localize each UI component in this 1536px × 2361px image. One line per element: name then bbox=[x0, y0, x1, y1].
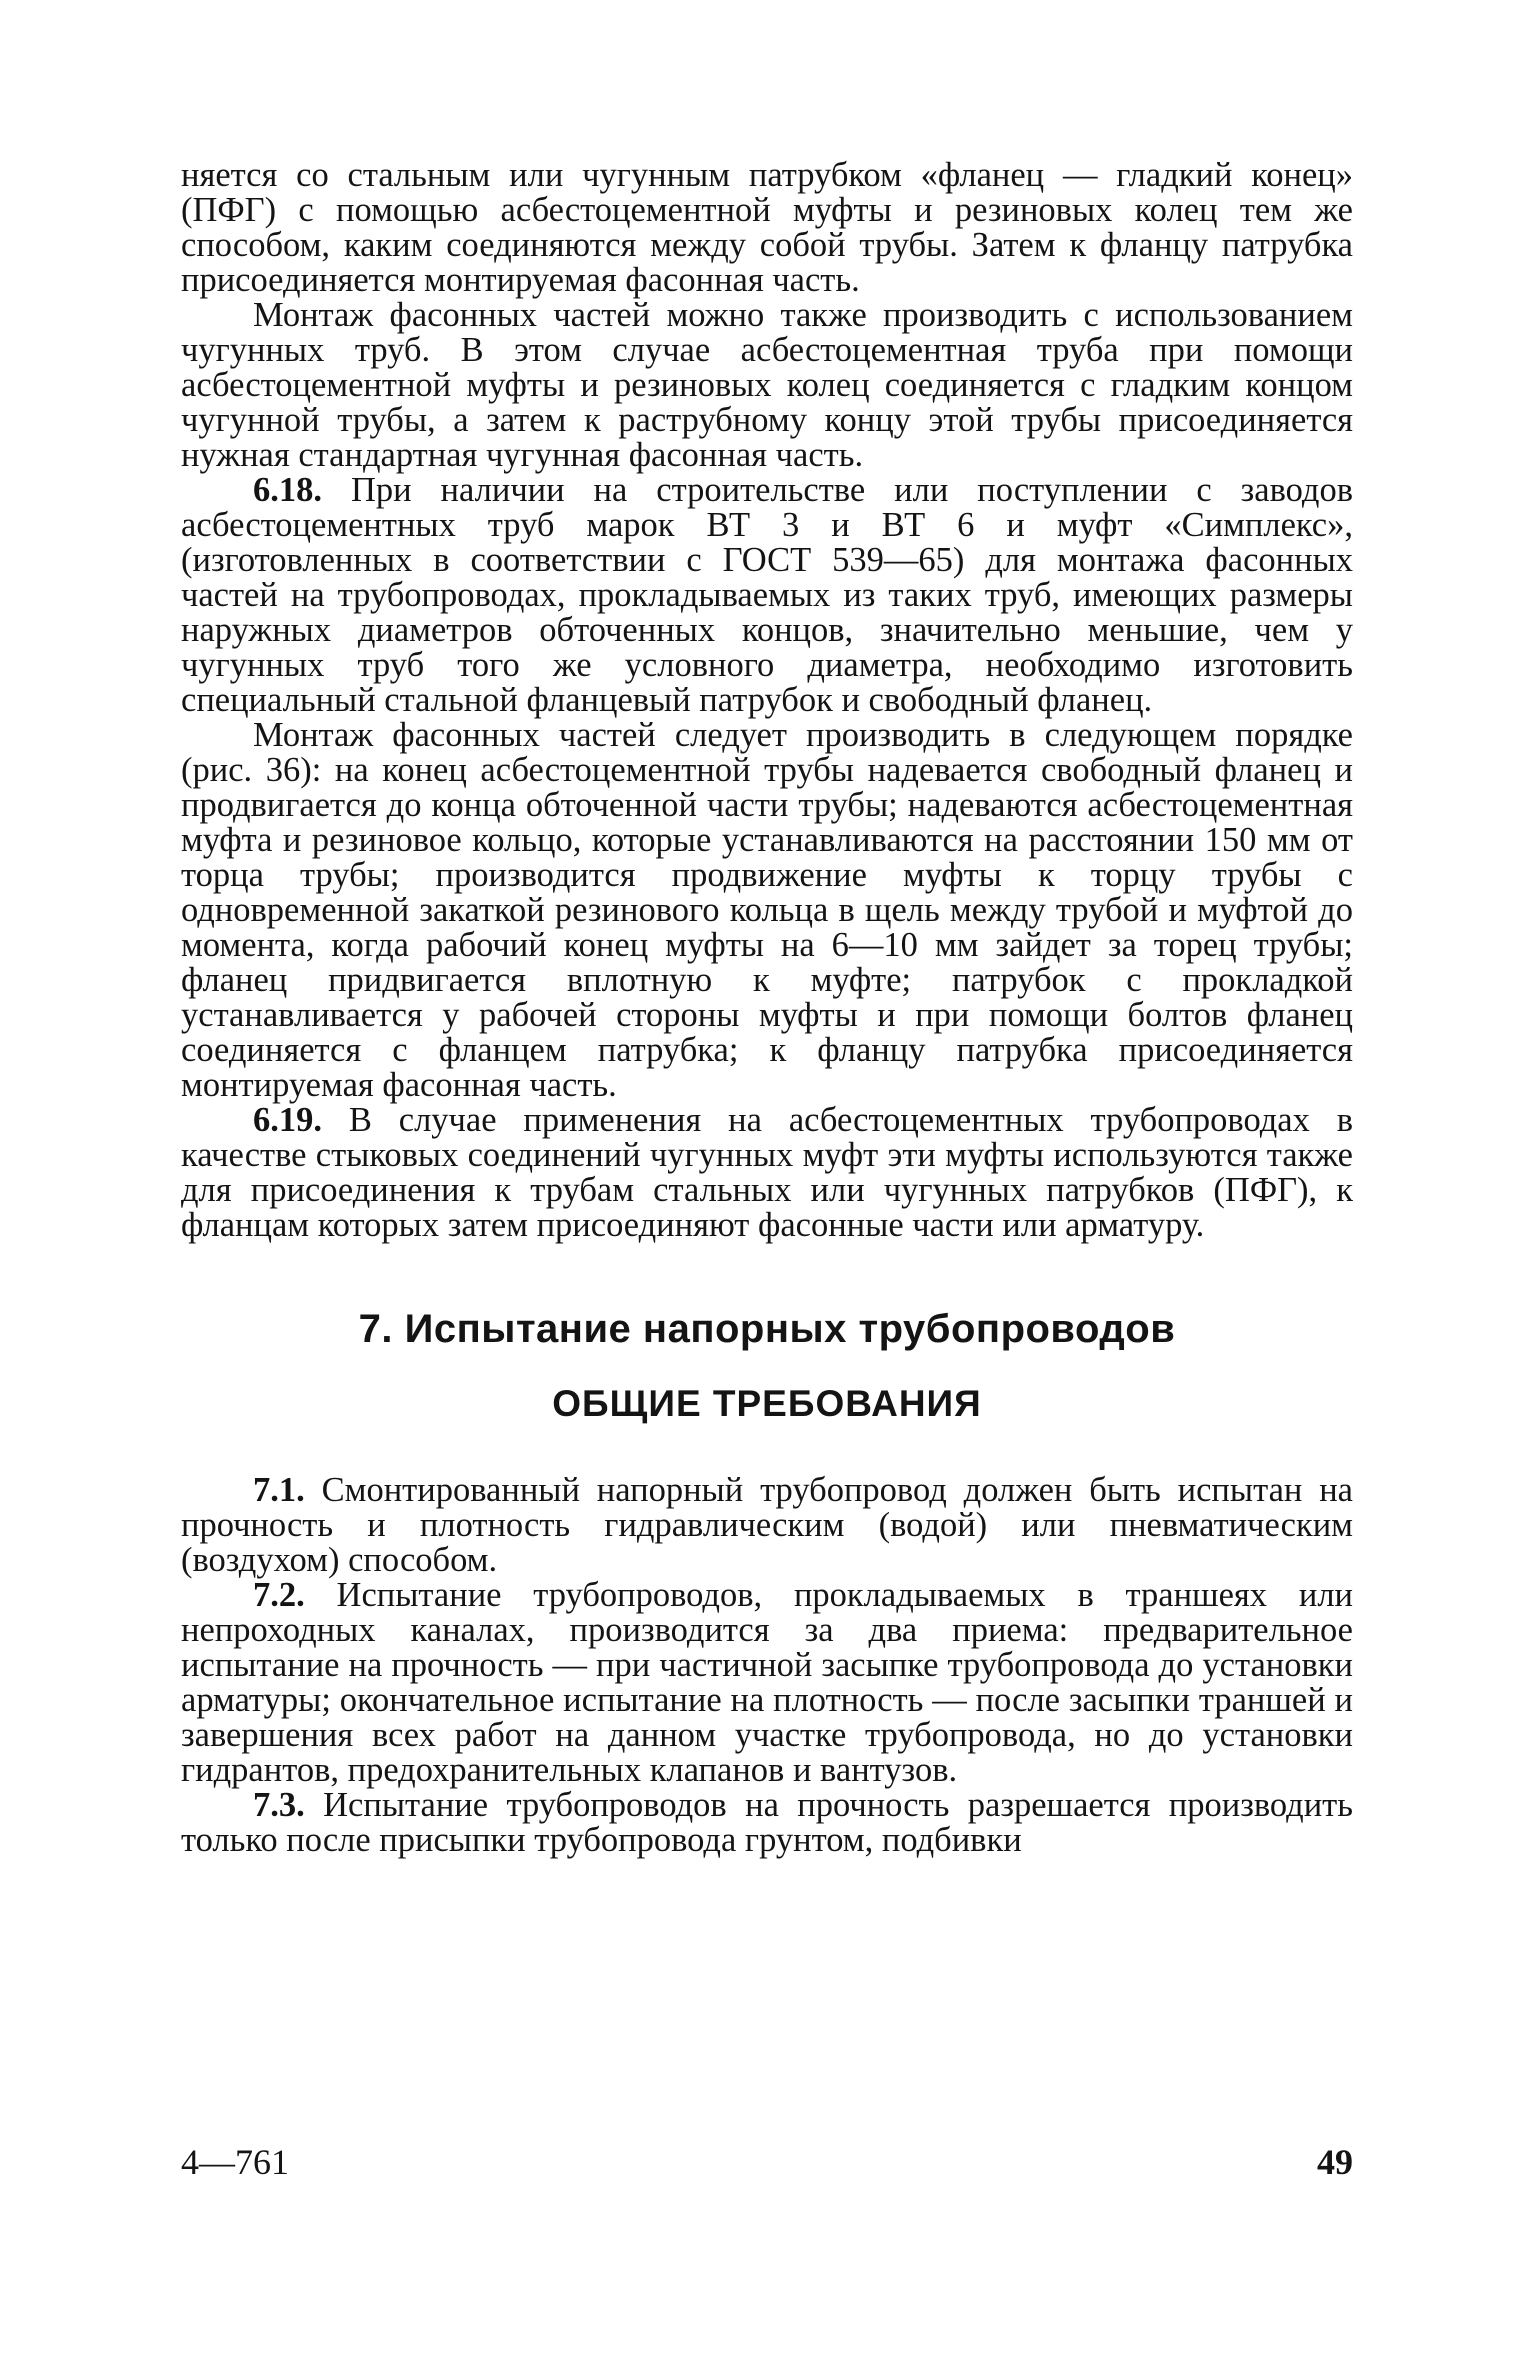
footer-signature: 4—761 bbox=[181, 2142, 289, 2182]
paragraph-text: Монтаж фасонных частей следует производить в следующем порядке (рис. 36): на конец асбестоцементной трубы надевается свободный фланец и продвигается до конца обточенной части трубы; надеваются асбестоцементная муфта и резиновое кольцо, которые устанавливаются на расстоянии 150 мм от торца трубы; производится продвижение муфты к торцу трубы с одновременной закаткой резинового кольца в щель между трубой и муфтой до момента, когда рабочий конец муфты на 6—10 мм зайдет за торец трубы; фланец придвигается вплотную к муфте; патрубок с прокладкой устанавливается у рабочей стороны муфты и при помощи болтов фланец соединяется с фланцем патрубка; к фланцу патрубка присоединяется монтируемая фасонная часть. bbox=[181, 716, 1353, 1104]
paragraph-text: Монтаж фасонных частей можно также производить с использованием чугунных труб. В этом случае асбестоцементная труба при помощи асбестоцементной муфты и резиновых колец соединяется с гладким концом чугунной трубы, а затем к раструбному концу этой трубы присоединяется нужная стандартная чугунная фасонная часть. bbox=[181, 296, 1353, 474]
paragraph-text: няется со стальным или чугунным патрубком «фланец — гладкий конец» (ПФГ) с помощью асбестоцементной муфты и резиновых колец тем же способом, каким соединяются между собой трубы. Затем к фланцу патрубка присоединяется монтируемая фасонная часть. bbox=[181, 156, 1353, 299]
clause-number: 7.1. bbox=[253, 1471, 305, 1509]
paragraph bbox=[181, 298, 1353, 473]
paragraph bbox=[181, 718, 1353, 1103]
paragraph-text: При наличии на строительстве или поступлении с заводов асбестоцементных труб марок ВТ 3 и ВТ 6 и муфт «Симплекс», (изготовленных в соответствии с ГОСТ 539—65) для монтажа фасонных частей на трубопроводах, прокладываемых из таких труб, имеющих размеры наружных диаметров обточенных концов, значительно меньшие, чем у чугунных труб того же условного диаметра, необходимо изготовить специальный стальной фланцевый патрубок и свободный фланец. bbox=[181, 471, 1353, 719]
paragraph bbox=[181, 158, 1353, 298]
page-body bbox=[181, 158, 1353, 1858]
paragraph-text: В случае применения на асбестоцементных трубопроводах в качестве стыковых соединений чугунных муфт эти муфты используются также для присоединения к трубам стальных или чугунных патрубков (ПФГ), к фланцам которых затем присоединяют фасонные части или арматуру. bbox=[181, 1101, 1353, 1244]
paragraph-text: Испытание трубопроводов на прочность разрешается производить только после присыпки трубопровода грунтом, подбивки bbox=[181, 1786, 1353, 1859]
clause-number: 7.3. bbox=[253, 1786, 305, 1824]
paragraph bbox=[181, 1473, 1353, 1578]
text-block-before bbox=[181, 158, 1353, 1243]
paragraph bbox=[181, 1788, 1353, 1858]
paragraph-text: Смонтированный напорный трубопровод должен быть испытан на прочность и плотность гидравлическим (водой) или пневматическим (воздухом) способом. bbox=[181, 1471, 1353, 1579]
clause-number: 6.18. bbox=[253, 471, 322, 509]
paragraph bbox=[181, 1578, 1353, 1788]
page-number: 49 bbox=[1317, 2142, 1353, 2182]
text-block-after bbox=[181, 1473, 1353, 1858]
clause-number: 6.19. bbox=[253, 1101, 322, 1139]
paragraph bbox=[181, 1103, 1353, 1243]
paragraph bbox=[181, 473, 1353, 718]
clause-number: 7.2. bbox=[253, 1576, 305, 1614]
section-title: ОБЩИЕ ТРЕБОВАНИЯ bbox=[552, 1383, 982, 1424]
chapter-title: 7. Испытание напорных трубопроводов bbox=[358, 1307, 1176, 1351]
paragraph-text: Испытание трубопроводов, прокладываемых в траншеях или непроходных каналах, производится за два приема: предварительное испытание на прочность — при частичной засыпке трубопровода до установки арматуры; окончательное испытание на плотность — после засыпки траншей и завершения всех работ на данном участке трубопровода, но до установки гидрантов, предохранительных клапанов и вантузов. bbox=[181, 1576, 1353, 1789]
